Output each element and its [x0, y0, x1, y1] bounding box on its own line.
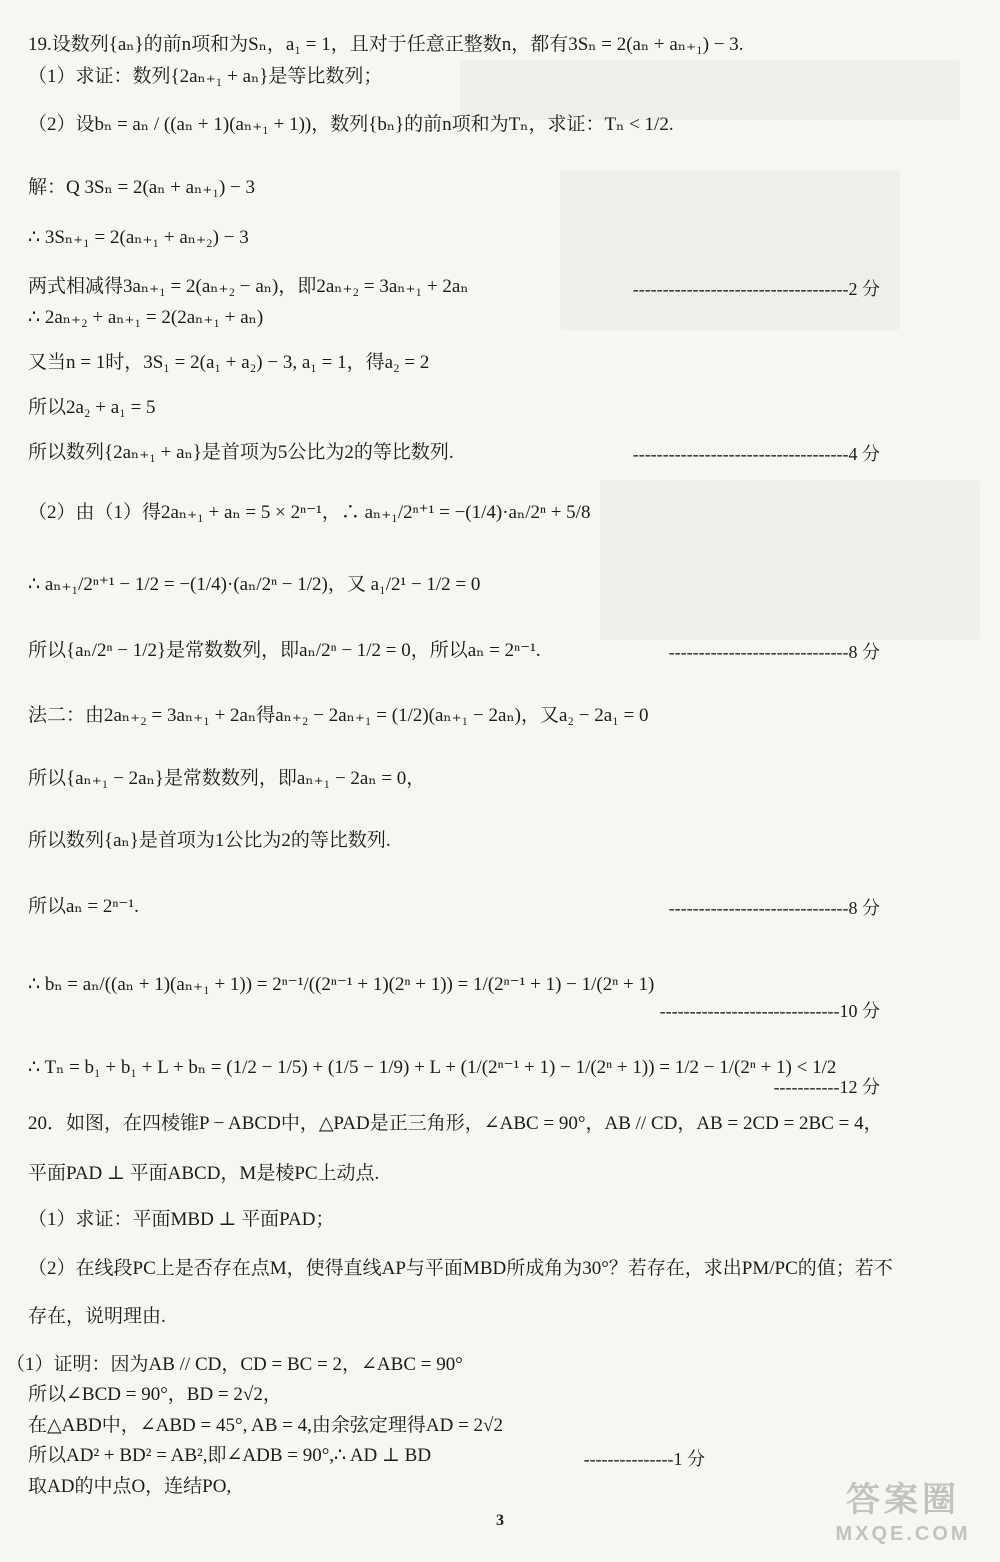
doc-line: 又当n = 1时，3S₁ = 2(a₁ + a₂) − 3, a₁ = 1，得a₂ = 2: [28, 352, 430, 373]
doc-line: 所以数列{aₙ}是首项为1公比为2的等比数列.: [28, 830, 391, 851]
watermark-url: MXQE.COM: [835, 1523, 971, 1545]
page-number: 3: [496, 1512, 504, 1529]
doc-line: ∴ bₙ = aₙ/((aₙ + 1)(aₙ₊₁ + 1)) = 2ⁿ⁻¹/((2ⁿ⁻¹ + 1)(2ⁿ + 1)) = 1/(2ⁿ⁻¹ + 1) − 1/(2ⁿ + 1): [28, 974, 655, 995]
doc-line: （2）在线段PC上是否存在点M，使得直线AP与平面MBD所成角为30°？若存在，求出PM/PC的值；若不: [28, 1258, 893, 1279]
doc-line: ∴ Tₙ = b₁ + b₁ + L + bₙ = (1/2 − 1/5) + (1/5 − 1/9) + L + (1/(2ⁿ⁻¹ + 1) − 1/(2ⁿ + 1)) = 1/2 − 1/(2ⁿ + 1) < 1/2: [28, 1057, 837, 1078]
doc-line: 所以2a₂ + a₁ = 5: [28, 397, 156, 418]
doc-line: 两式相减得3aₙ₊₁ = 2(aₙ₊₂ − aₙ)，即2aₙ₊₂ = 3aₙ₊₁ + 2aₙ: [28, 276, 469, 297]
doc-line: 所以{aₙ/2ⁿ − 1/2}是常数数列，即aₙ/2ⁿ − 1/2 = 0，所以aₙ = 2ⁿ⁻¹.: [28, 640, 541, 661]
doc-line: 所以AD² + BD² = AB²,即∠ADB = 90°,∴ AD ⊥ BD: [28, 1445, 432, 1466]
doc-line: ∴ aₙ₊₁/2ⁿ⁺¹ − 1/2 = −(1/4)·(aₙ/2ⁿ − 1/2)，又 a₁/2¹ − 1/2 = 0: [28, 574, 481, 595]
doc-line: 所以数列{2aₙ₊₁ + aₙ}是首项为5公比为2的等比数列.: [28, 442, 454, 463]
doc-line: （1）证明：因为AB // CD，CD = BC = 2，∠ABC = 90°: [6, 1354, 463, 1375]
doc-line: 所以∠BCD = 90°，BD = 2√2，: [28, 1384, 282, 1405]
doc-line: 存在，说明理由.: [28, 1306, 166, 1327]
watermark-text: 答案圈: [846, 1481, 960, 1519]
doc-line: （1）求证：数列{2aₙ₊₁ + aₙ}是等比数列；: [28, 66, 383, 87]
doc-line: （2）由（1）得2aₙ₊₁ + aₙ = 5 × 2ⁿ⁻¹，∴ aₙ₊₁/2ⁿ⁺¹ = −(1/4)·aₙ/2ⁿ + 5/8: [28, 502, 591, 523]
score-marker: ------------------------------8 分: [668, 898, 880, 918]
doc-line: ∴ 2aₙ₊₂ + aₙ₊₁ = 2(2aₙ₊₁ + aₙ): [28, 307, 264, 328]
doc-line: 取AD的中点O，连结PO,: [28, 1476, 232, 1497]
doc-line: 平面PAD ⊥ 平面ABCD，M是棱PC上动点.: [28, 1163, 380, 1184]
score-marker: ------------------------------------2 分: [632, 279, 880, 299]
doc-line: 在△ABD中，∠ABD = 45°, AB = 4,由余弦定理得AD = 2√2: [28, 1415, 503, 1436]
score-marker: ------------------------------------4 分: [632, 444, 880, 464]
doc-line: （2）设bₙ = aₙ / ((aₙ + 1)(aₙ₊₁ + 1))，数列{bₙ}的前n项和为Tₙ，求证：Tₙ < 1/2.: [28, 114, 674, 135]
doc-line: 19.设数列{aₙ}的前n项和为Sₙ，a₁ = 1，且对于任意正整数n，都有3Sₙ = 2(aₙ + aₙ₊₁) − 3.: [28, 34, 744, 55]
doc-line: 所以aₙ = 2ⁿ⁻¹.: [28, 896, 139, 917]
doc-line: 20．如图，在四棱锥P − ABCD中，△PAD是正三角形，∠ABC = 90°，AB // CD，AB = 2CD = 2BC = 4，: [28, 1113, 883, 1134]
score-marker: ------------------------------10 分: [659, 1001, 880, 1021]
doc-line: 所以{aₙ₊₁ − 2aₙ}是常数数列，即aₙ₊₁ − 2aₙ = 0，: [28, 768, 426, 789]
doc-line: ∴ 3Sₙ₊₁ = 2(aₙ₊₁ + aₙ₊₂) − 3: [28, 227, 249, 248]
score-marker: -----------12 分: [773, 1077, 880, 1097]
score-marker: ---------------1 分: [583, 1449, 705, 1469]
doc-line: 解：Q 3Sₙ = 2(aₙ + aₙ₊₁) − 3: [28, 177, 256, 198]
watermark-logo: [828, 1478, 978, 1556]
doc-line: 法二：由2aₙ₊₂ = 3aₙ₊₁ + 2aₙ得aₙ₊₂ − 2aₙ₊₁ = (1/2)(aₙ₊₁ − 2aₙ)，又a₂ − 2a₁ = 0: [28, 705, 649, 726]
score-marker: ------------------------------8 分: [668, 642, 880, 662]
doc-line: （1）求证：平面MBD ⊥ 平面PAD；: [28, 1209, 335, 1230]
